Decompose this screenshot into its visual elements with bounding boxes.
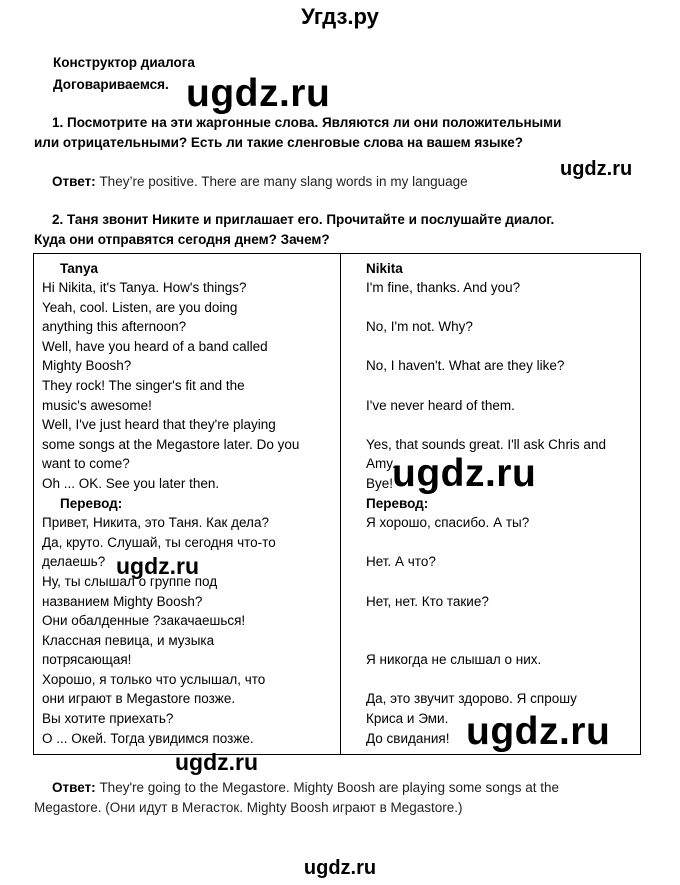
- list-item: music's awesome!: [42, 397, 152, 413]
- list-item: Криса и Эми.: [366, 711, 449, 727]
- list-item: Нет. А что?: [366, 554, 436, 570]
- tanya-header: Tanya: [60, 261, 99, 276]
- tanya-lines: [42, 278, 299, 748]
- list-item: [366, 611, 606, 631]
- list-item: anything this afternoon?: [42, 319, 187, 335]
- task1-line1: 1. Посмотрите на эти жаргонные слова. Являются ли они положительными: [52, 115, 562, 130]
- list-item: [366, 631, 606, 651]
- list-item: [366, 533, 606, 553]
- list-item: I'm fine, thanks. And you?: [366, 280, 521, 295]
- list-item: Я хорошо, спасибо. А ты?: [366, 515, 530, 531]
- list-item: No, I haven't. What are they like?: [366, 358, 565, 374]
- list-item: названием Mighty Boosh?: [42, 593, 203, 609]
- list-item: Да, это звучит здорово. Я спрошу: [366, 691, 577, 707]
- answer-text: They’re positive. There are many slang words in my language: [99, 174, 468, 189]
- task1-line2: или отрицательными? Есть ли такие сленговые слова на вашем языке?: [34, 135, 524, 150]
- answer-text: They're going to the Megastore. Mighty Boosh are playing some songs at the: [99, 780, 560, 795]
- list-item: [366, 298, 606, 318]
- translation-label: Перевод:: [60, 495, 123, 511]
- list-item: потрясающая!: [42, 652, 132, 668]
- list-item: want to come?: [42, 456, 130, 472]
- watermark: ugdz.ru: [560, 158, 633, 180]
- list-item: [366, 670, 606, 690]
- list-item: [366, 337, 606, 357]
- footer-watermark[interactable]: ugdz.ru: [303, 857, 377, 879]
- section-subtitle: Договариваемся.: [53, 77, 169, 92]
- list-item: Mighty Boosh?: [42, 358, 132, 374]
- watermark: ugdz.ru: [116, 553, 200, 579]
- task1-answer: [52, 174, 468, 189]
- list-item: They rock! The singer's fit and the: [42, 377, 245, 393]
- watermark: ugdz.ru: [175, 749, 259, 775]
- list-item: они играют в Megastore позже.: [42, 691, 236, 707]
- list-item: Yeah, cool. Listen, are you doing: [42, 299, 238, 315]
- watermark: ugdz.ru: [392, 452, 537, 495]
- list-item: I've never heard of them.: [366, 397, 515, 413]
- task2-line2: Куда они отправятся сегодня днем? Зачем?: [34, 232, 330, 247]
- list-item: Yes, that sounds great. I'll ask Chris and: [366, 436, 606, 452]
- list-item: Amy.: [366, 456, 396, 472]
- list-item: Классная певица, и музыка: [42, 632, 215, 648]
- list-item: [366, 572, 606, 592]
- list-item: Bye!: [366, 475, 394, 491]
- list-item: Нет, нет. Кто такие?: [366, 593, 489, 609]
- list-item: Well, have you heard of a band called: [42, 338, 268, 354]
- site-title[interactable]: Угдз.ру: [301, 4, 379, 29]
- list-item: Привет, Никита, это Таня. Как дела?: [42, 515, 269, 531]
- list-item: Oh ... OK. See you later then.: [42, 475, 220, 491]
- dialog-table: [33, 253, 641, 755]
- list-item: Вы хотите приехать?: [42, 711, 174, 727]
- list-item: Ну, ты слышал о группе под: [42, 573, 218, 589]
- final-answer-line2: Megastore. (Они идут в Мегасток. Mighty Boosh играют в Megastore.): [34, 800, 463, 815]
- list-item: Well, I've just heard that they're playing: [42, 417, 276, 433]
- list-item: [366, 376, 606, 396]
- list-item: делаешь?: [42, 554, 106, 570]
- list-item: Да, круто. Слушай, ты сегодня что-то: [42, 534, 276, 550]
- nikita-lines: [366, 278, 606, 748]
- answer-label: Ответ:: [52, 174, 96, 189]
- list-item: Хорошо, я только что услышал, что: [42, 671, 266, 687]
- list-item: До свидания!: [366, 730, 450, 746]
- list-item: No, I'm not. Why?: [366, 319, 473, 335]
- answer-label: Ответ:: [52, 780, 96, 795]
- list-item: Hi Nikita, it's Tanya. How's things?: [42, 280, 247, 295]
- list-item: [366, 415, 606, 435]
- section-title: Конструктор диалога: [53, 55, 195, 70]
- list-item: Я никогда не слышал о них.: [366, 652, 542, 668]
- final-answer-line1: [52, 780, 559, 795]
- list-item: Они обалденные ?закачаешься!: [42, 613, 246, 629]
- translation-label: Перевод:: [366, 495, 429, 511]
- watermark: ugdz.ru: [186, 72, 331, 115]
- nikita-header: Nikita: [366, 261, 403, 276]
- task2-line1: 2. Таня звонит Никите и приглашает его. Прочитайте и послушайте диалог.: [52, 212, 555, 227]
- watermark: ugdz.ru: [466, 710, 611, 753]
- column-divider: [340, 254, 341, 754]
- list-item: О ... Окей. Тогда увидимся позже.: [42, 730, 254, 746]
- list-item: some songs at the Megastore later. Do you: [42, 436, 300, 452]
